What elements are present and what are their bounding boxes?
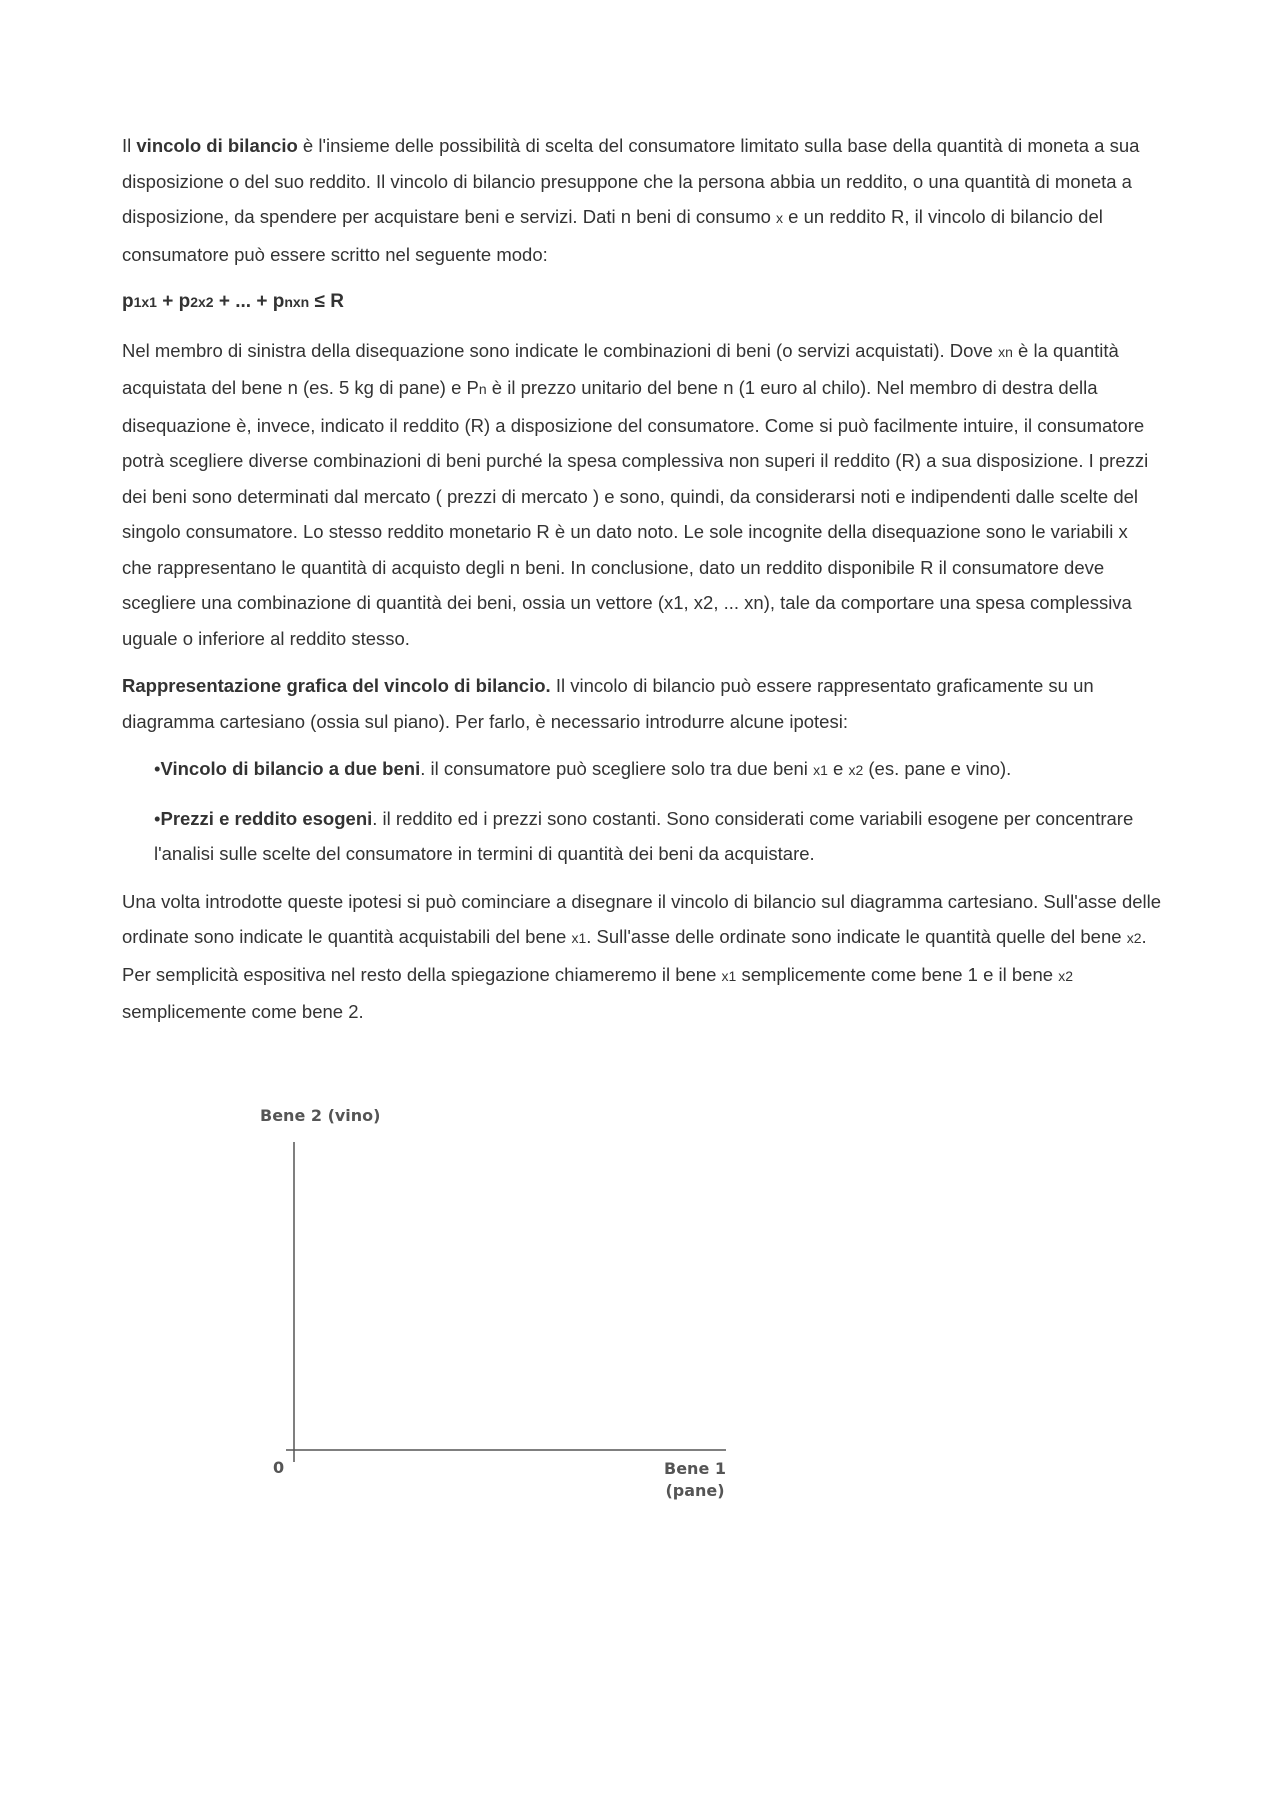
formula-part: + ... + p <box>213 291 285 312</box>
variable-x1: x1 <box>571 930 587 946</box>
paragraph-graphic-representation <box>122 668 1162 739</box>
diagram-axes <box>240 1100 760 1520</box>
text: è l'insieme delle possibilità di scelta del consumatore limitato sulla base della quantità di moneta a sua disposizione o del suo reddito. Il vincolo di bilancio presuppone che la persona abbia un reddito, o una quantità di moneta a disposizione, da spendere per acquistare beni e servizi. Dati n beni di consumo <box>122 135 1140 227</box>
variable-xn: xn <box>998 343 1013 360</box>
subscript-n: n <box>478 381 487 397</box>
x-axis-label-line1: Bene 1 <box>664 1459 726 1478</box>
list-item <box>154 751 1162 789</box>
text: Il vincolo di bilancio può essere rappresentato graficamente su un diagramma cartesiano (ossia sul piano). Per farlo, è necessario introdurre alcune ipotesi: <box>122 675 1094 732</box>
text: . il reddito ed i prezzi sono costanti. Sono considerati come variabili esogene per concentrare l'analisi sulle scelte del consumatore in termini di quantità dei beni da acquistare. <box>154 807 1134 864</box>
text: (es. pane e vino). <box>863 758 1012 779</box>
bold-term: Prezzi e reddito esogeni <box>160 807 373 829</box>
text: semplicemente come bene 2. <box>122 1001 364 1022</box>
text: semplicemente come bene 1 e il bene <box>736 963 1059 985</box>
variable-x1: x1 <box>721 967 737 984</box>
bold-heading: Rappresentazione grafica del vincolo di bilancio. <box>122 675 551 696</box>
bullet: • <box>154 807 161 829</box>
bold-term: vincolo di bilancio <box>136 135 298 156</box>
variable-x: x <box>776 210 784 226</box>
variable-x2: x2 <box>1058 967 1073 984</box>
list-item <box>154 801 1162 872</box>
formula-part: ≤ R <box>309 291 344 312</box>
text: . Per semplicità espositiva nel resto della spiegazione chiameremo il bene <box>122 926 1147 985</box>
paragraph-explanation <box>122 333 1162 657</box>
bold-term: Vincolo di bilancio a due beni <box>160 758 421 779</box>
text: è la quantità acquistata del bene n (es. 5 kg di pane) e P <box>122 339 1119 398</box>
variable-x2: x2 <box>848 762 864 778</box>
text: Nel membro di sinistra della disequazione sono indicate le combinazioni di beni (o servizi acquistati). Dove <box>122 339 999 361</box>
x-axis-label <box>664 1458 726 1502</box>
budget-formula <box>122 284 1162 321</box>
formula-part: p <box>122 291 134 312</box>
document-body <box>122 128 1162 1042</box>
text: Una volta introdotte queste ipotesi si può cominciare a disegnare il vincolo di bilancio sul diagramma cartesiano. Sull'asse delle ordinate sono indicate le quantità acquistabili del bene <box>122 890 1162 947</box>
variable-x2: x2 <box>1126 930 1142 946</box>
text: . Sull'asse delle ordinate sono indicate le quantità quelle del bene <box>586 926 1127 947</box>
text: e un reddito R, il vincolo di bilancio del consumatore può essere scritto nel seguente modo: <box>122 206 1103 265</box>
formula-part: nxn <box>284 294 310 310</box>
x-axis-label-line2: (pane) <box>665 1481 725 1500</box>
paragraph-diagram-intro <box>122 884 1162 1030</box>
text: e <box>827 758 849 779</box>
formula-part: + p <box>156 291 191 312</box>
y-axis-label: Bene 2 (vino) <box>260 1106 381 1125</box>
formula-part: 2x2 <box>190 294 214 310</box>
text: Il <box>122 135 137 156</box>
variable-x1: x1 <box>813 762 828 778</box>
paragraph-definition <box>122 128 1162 272</box>
formula-part: 1x1 <box>133 294 157 310</box>
hypotheses-list <box>154 751 1162 872</box>
cartesian-diagram <box>240 1100 760 1520</box>
text: . il consumatore può scegliere solo tra due beni <box>420 758 814 779</box>
bullet: • <box>154 758 161 779</box>
origin-label: 0 <box>273 1458 285 1477</box>
text: è il prezzo unitario del bene n (1 euro al chilo). Nel membro di destra della disequazione è, invece, indicato il reddito (R) a disposizione del consumatore. Come si può facilmente intuire, il consumatore potrà scegliere diverse combinazioni di beni purché la spesa complessiva non superi il reddito (R) a sua disposizione. I prezzi dei beni sono determinati dal mercato ( prezzi di mercato ) e sono, quindi, da considerarsi noti e indipendenti dalle scelte del singolo consumatore. Lo stesso reddito monetario R è un dato noto. Le sole incognite della disequazione sono le variabili x che rappresentano le quantità di acquisto degli n beni. In conclusione, dato un reddito disponibile R il consumatore deve scegliere una combinazione di quantità dei beni, ossia un vettore (x1, x2, ... xn), tale da comportare una spesa complessiva uguale o inferiore al reddito stesso. <box>122 377 1149 649</box>
